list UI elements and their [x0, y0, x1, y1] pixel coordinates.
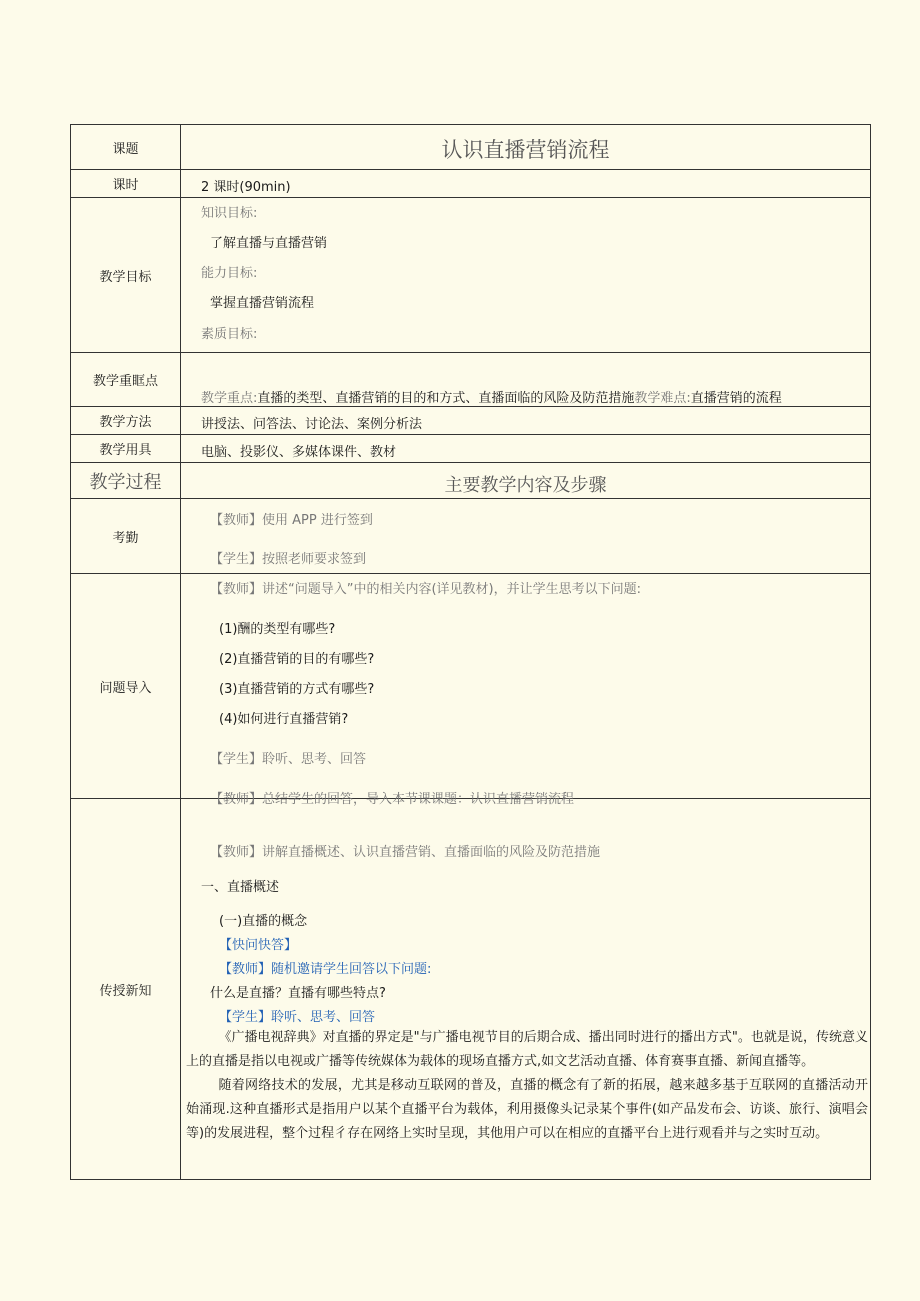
ability-goal-title: 能力目标:: [201, 266, 258, 281]
intro-teacher-summary: 【教师】总结学生的回答，导入本节课课题：认识直播营销流程: [210, 792, 575, 807]
attendance-student: 【学生】按照老师要求签到: [210, 552, 367, 567]
intro-row: [70, 574, 871, 807]
tools-label: 教学用具: [71, 435, 181, 462]
intro-teacher: 【教师】讲述“问题导入”中的相关内容(详见教材)，并让学生思考以下问题:: [210, 582, 641, 597]
methods-label: 教学方法: [71, 407, 181, 434]
methods-cell: [181, 407, 870, 434]
tools-value: 电脑、投影仪、多媒体课件、教材: [201, 445, 397, 460]
topic-label: 课题: [71, 125, 181, 169]
keypoints-label: 教学重眶点: [71, 353, 181, 406]
subsection-heading: (一)直播的概念: [219, 914, 308, 929]
intro-question-3: (3)直播营销的方式有哪些?: [219, 682, 375, 697]
objectives-row: [70, 198, 871, 353]
keypoints-line: [201, 387, 782, 406]
process-header-cell: [181, 463, 870, 498]
process-header-row: [70, 463, 871, 499]
keypoints-cell: [181, 353, 870, 406]
intro-question-1: (1)酬的类型有哪些?: [219, 622, 336, 637]
section-heading: 一、直播概述: [201, 880, 280, 895]
lesson-title: 认识直播营销流程: [441, 138, 610, 162]
hours-value: 2 课时(90min): [201, 180, 291, 195]
keypoints-row: [70, 353, 871, 407]
key-point-label: 教学重点:: [201, 391, 258, 406]
intro-student: 【学生】聆听、思考、回答: [210, 752, 367, 767]
new-knowledge-row: [70, 799, 871, 1180]
knowledge-goal-title: 知识目标:: [201, 206, 258, 221]
hours-cell: [181, 170, 870, 197]
lesson-plan-table: [70, 124, 871, 1180]
intro-question-2: (2)直播营销的目的有哪些?: [219, 652, 375, 667]
question-text: 什么是直播？直播有哪些特点?: [210, 986, 386, 1001]
process-header-label: 教学过程: [71, 463, 181, 498]
difficulty-label: 教学难点:: [634, 391, 691, 406]
paragraph-definition: 《广播电视辞典》对直播的界定是"与广播电视节目的后期合成、播出同时进行的播出方式"。也就是说，传统意义上的直播是指以电视或广播等传统媒体为载体的现场直播方式,如文艺活动直播、体育赛事直播、新闻直播等。: [186, 1030, 868, 1069]
attendance-teacher: 【教师】使用 APP 进行签到: [210, 513, 373, 528]
hours-row: [70, 170, 871, 198]
attendance-cell: [181, 499, 870, 573]
topic-row: [70, 124, 871, 170]
quality-goal-title: 素质目标:: [201, 327, 258, 342]
knowledge-goal-item: 了解直播与直播营销: [210, 236, 328, 251]
teacher-question-prompt: 【教师】随机邀请学生回答以下问题:: [219, 962, 432, 977]
methods-row: [70, 407, 871, 435]
ability-goal-item: 掌握直播营销流程: [210, 296, 315, 311]
student-response: 【学生】聆听、思考、回答: [219, 1010, 376, 1025]
attendance-label: 考勤: [71, 499, 181, 573]
process-header-title: 主要教学内容及步骤: [444, 475, 607, 496]
paragraph-development: 随着网络技术的发展，尤其是移动互联网的普及，直播的概念有了新的拓展，越来越多基于互联网的直播活动开始涌现.这种直播形式是指用户以某个直播平台为载体，利用摄像头记录某个事件(如产品发布会、访谈、旅行、演唱会等)的发展进程，整个过程彳存在网络上实时呈现，其他用户可以在相应的直播平台上进行观看并与之实时互动。: [186, 1078, 868, 1141]
topic-cell: [181, 125, 870, 169]
intro-cell: [181, 574, 870, 807]
objectives-cell: [181, 198, 870, 352]
attendance-row: [70, 499, 871, 574]
quick-qa-label: 【快问快答】: [219, 938, 298, 953]
hours-label: 课时: [71, 170, 181, 197]
new-knowledge-teacher: 【教师】讲解直播概述、认识直播营销、直播面临的风险及防范措施: [210, 845, 601, 860]
new-knowledge-label: 传授新知: [71, 799, 181, 1179]
tools-row: [70, 435, 871, 463]
key-point-text: 直播的类型、直播营销的目的和方式、直播面临的风险及防范措施: [257, 391, 635, 406]
intro-label: 问题导入: [71, 574, 181, 798]
methods-value: 讲授法、问答法、讨论法、案例分析法: [201, 417, 423, 432]
objectives-label: 教学目标: [71, 198, 181, 352]
tools-cell: [181, 435, 870, 462]
difficulty-text: 直播营销的流程: [690, 391, 782, 406]
new-knowledge-cell: [181, 799, 870, 1179]
intro-question-4: (4)如何进行直播营销?: [219, 712, 349, 727]
